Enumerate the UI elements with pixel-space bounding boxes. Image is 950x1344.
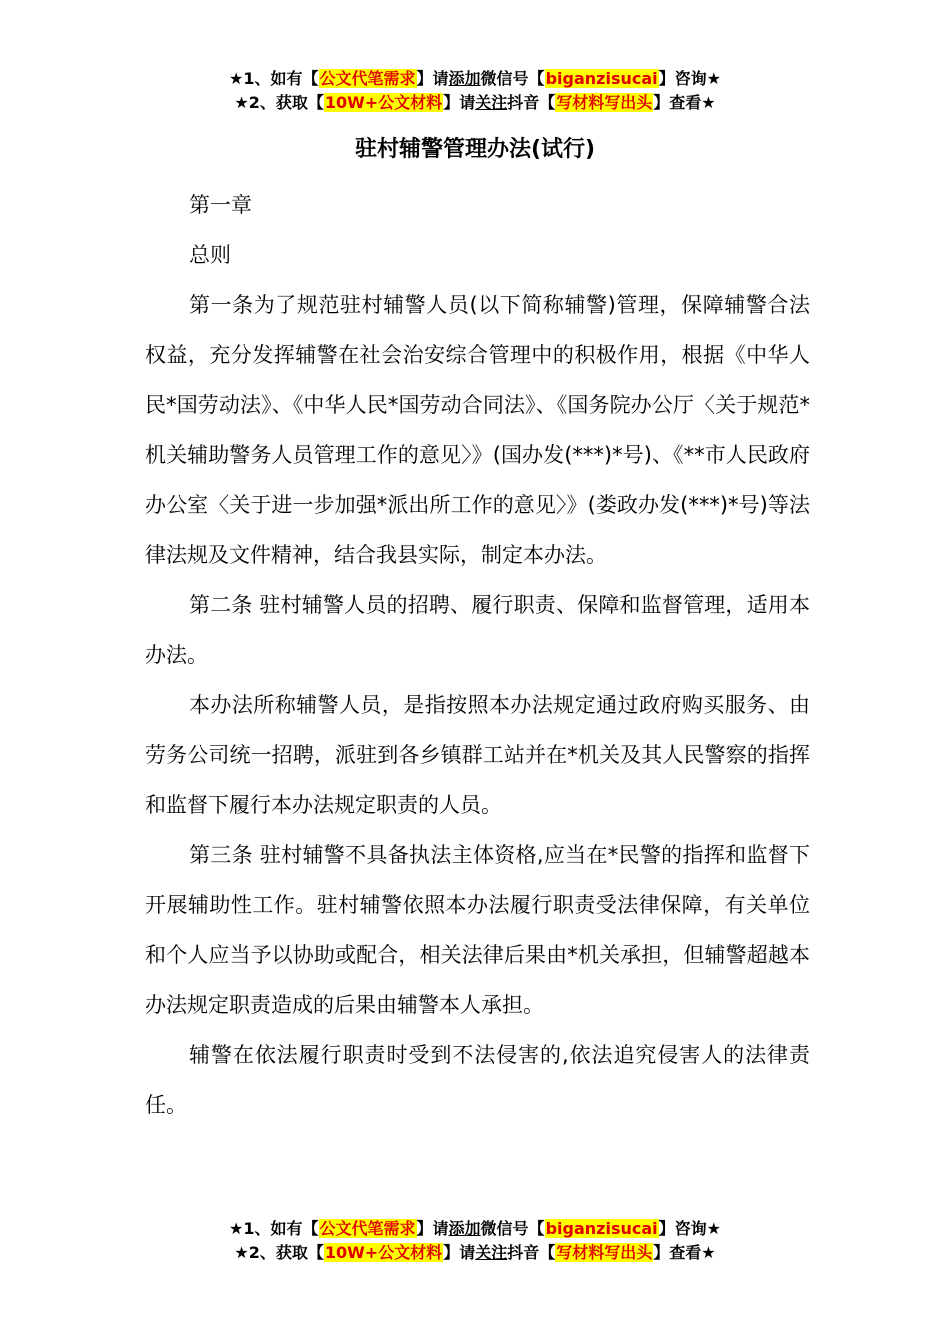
document-body bbox=[145, 180, 810, 1130]
highlight-wechat-id: biganzisucai bbox=[545, 1219, 658, 1238]
highlight-douyin-id: 写材料写出头 bbox=[556, 1243, 653, 1262]
banner-text: 】请 bbox=[443, 1243, 476, 1262]
banner-text: 】请 bbox=[416, 69, 449, 88]
banner-text: 】咨询★ bbox=[658, 1219, 721, 1238]
highlight-douyin-id: 写材料写出头 bbox=[556, 93, 653, 112]
footer-banner bbox=[0, 1217, 950, 1265]
article-paragraph: 第一条为了规范驻村辅警人员(以下简称辅警)管理，保障辅警合法权益，充分发挥辅警在社会治安综合管理中的积极作用，根据《中华人民*国劳动法》、《中华人民*国劳动合同法》、《国务院办公厅〈关于规范*机关辅助警务人员管理工作的意见〉》(国办发(***)*号)、《**市人民政府办公室〈关于进一步加强*派出所工作的意见〉》(娄政办发(***)*号)等法律法规及文件精神，结合我县实际，制定本办法。 bbox=[145, 293, 810, 567]
underlined-text: 关注 bbox=[475, 1243, 508, 1262]
underlined-text: 添加 bbox=[448, 69, 481, 88]
article-paragraph: 第三条 驻村辅警不具备执法主体资格,应当在*民警的指挥和监督下开展辅助性工作。驻村辅警依照本办法履行职责受法律保障，有关单位和个人应当予以协助或配合，相关法律后果由*机关承担，但辅警超越本办法规定职责造成的后果由辅警本人承担。 bbox=[145, 843, 810, 1017]
header-banner bbox=[0, 67, 950, 115]
banner-text: ★1、如有【 bbox=[229, 69, 319, 88]
banner-line-2 bbox=[0, 91, 950, 115]
chapter-heading: 第一章 bbox=[189, 193, 252, 217]
banner-text: ★2、获取【 bbox=[234, 93, 324, 112]
banner-text: 微信号【 bbox=[480, 69, 545, 88]
banner-text: ★1、如有【 bbox=[229, 1219, 319, 1238]
banner-text: 】查看★ bbox=[653, 1243, 716, 1262]
highlight-materials: 10W+公文材料 bbox=[324, 1243, 443, 1262]
article-paragraph: 本办法所称辅警人员，是指按照本办法规定通过政府购买服务、由劳务公司统一招聘，派驻到各乡镇群工站并在*机关及其人民警察的指挥和监督下履行本办法规定职责的人员。 bbox=[145, 693, 810, 817]
banner-text: ★2、获取【 bbox=[234, 1243, 324, 1262]
banner-text: 】查看★ bbox=[653, 93, 716, 112]
highlight-service: 公文代笔需求 bbox=[319, 69, 416, 88]
banner-line-1 bbox=[0, 1217, 950, 1241]
section-heading: 总则 bbox=[189, 243, 231, 267]
banner-line-1 bbox=[0, 67, 950, 91]
banner-text: 】咨询★ bbox=[658, 69, 721, 88]
underlined-text: 添加 bbox=[448, 1219, 481, 1238]
banner-line-2 bbox=[0, 1241, 950, 1265]
article-paragraph: 第二条 驻村辅警人员的招聘、履行职责、保障和监督管理，适用本办法。 bbox=[145, 593, 810, 667]
article-paragraph: 辅警在依法履行职责时受到不法侵害的,依法追究侵害人的法律责任。 bbox=[145, 1043, 810, 1117]
banner-text: 抖音【 bbox=[507, 93, 556, 112]
banner-text: 】请 bbox=[416, 1219, 449, 1238]
banner-text: 微信号【 bbox=[480, 1219, 545, 1238]
highlight-service: 公文代笔需求 bbox=[319, 1219, 416, 1238]
highlight-wechat-id: biganzisucai bbox=[545, 69, 658, 88]
document-title: 驻村辅警管理办法(试行) bbox=[354, 137, 596, 162]
highlight-materials: 10W+公文材料 bbox=[324, 93, 443, 112]
underlined-text: 关注 bbox=[475, 93, 508, 112]
banner-text: 抖音【 bbox=[507, 1243, 556, 1262]
banner-text: 】请 bbox=[443, 93, 476, 112]
